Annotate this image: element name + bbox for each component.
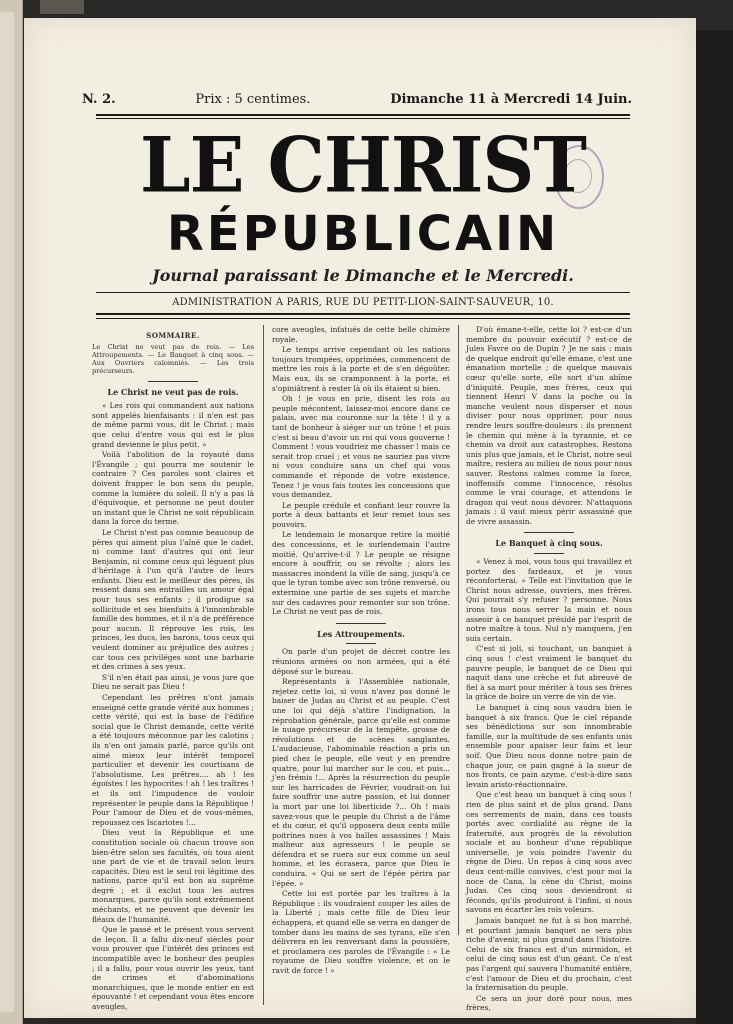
paragraph: Le banquet à cinq sous vaudra bien le banquet à six francs. Que le ciel répande ses bénédictions sur son innombrable famille, sur la multitude de ses enfants unis ensemble pour apaiser leur faim et leur soif. Que Dieu nous donne notre pain de chaque jour, ce pain gagné à la sueur de nos fronts, ce pain azyme, c'est-à-dire sans levain aristo-réactionnaire. [466,702,632,789]
title-rule [346,643,376,644]
paragraph: Le lendemain le monarque retire la moitié des concessions, et le surlendemain l'autre moitié. Qu'arrive-t-il ? Le peuple se résigne encore à souffrir, ou se révolte ; alors les massacres inondent la ville de sang, jusqu'à ce que le tyran tombe avec son trône renversé, ou extermine une partie de ses sujets et marche sur des cadavres pour remonter sur son trône. Le Christ ne veut pas de rois. [272,530,450,617]
paragraph: Jamais banquet ne fut à si bon marché, et pourtant jamais banquet ne sera plus riche d'avenir, ni plus grand dans l'histoire. Celui de six francs est d'un mirmidon, et celui de cinq sous est d'un géant. Ce n'est pas l'argent qui sauvera l'humanité entière, c'est l'amour de Dieu et du prochain, c'est la fraternisation du peuple. [466,916,632,993]
issue-number: N. 2. [82,92,116,107]
paragraph: « Venez à moi, vous tous qui travaillez et portez des fardeaux, et je vous réconforterai. » Telle est l'invitation que le Christ nous adresse, ouvriers, mes frères. Qui pourrait s'y refuser ? personne. Nous irons tous nous serrer la main et nous asseoir à ce banquet présidé par l'esprit de notre maître à tous. Nul n'y manquera, j'en suis certain. [466,557,632,643]
issue-date: Dimanche 11 à Mercredi 14 Juin. [390,92,632,107]
summary-title: SOMMAIRE. [146,331,200,340]
paragraph: Le Christ n'est pas comme beaucoup de pères qui aiment plus l'aîné que le cadet, ni comme tant d'autres qui ont leur Benjamin, ni comme ceux qui lèguent plus d'héritage à l'un qu'à l'autre de leurs enfants. Dieu est le meilleur des pères, ils ressent dans ses entrailles un amour égal pour tous ses enfants ; il prodigue sa sollicitude et ses bienfaits à l'innombrable famille des hommes, et il n'a de préférence pour aucun. Il réprouve les rois, les princes, les ducs, les barons, tous ceux qui veulent dominer au préjudice des autres ; car tous ces priviléges sont une barbarie et des crimes à ses yeux. [92,527,254,672]
section-rule [524,532,574,533]
masthead-rule-top [96,114,630,116]
subtitle: Journal paraissant le Dimanche et le Mercredi. [152,266,574,285]
paragraph: « Les rois qui commandent aux nations sont appelés bienfaisants : il n'en est pas de même parmi vous, dit le Christ ; mais que celui d'entre vous qui est le plus grand devienne le plus petit. » [92,401,254,449]
paragraph: On parle d'un projet de décret contre les réunions armées ou non armées, qui a été déposé sur le bureau. [272,647,450,676]
admin-rule-bottom-thin [96,318,630,319]
paragraph: Cette loi est portée par les traîtres à la République : ils voudraient couper les ailes de la Liberté ; mais cette fille de Dieu leur échappera, et quand elle se verra en danger de tomber dans les mains de ses tyrans, elle s'en délivrera en les renversant dans la poussière, et proclamera ces paroles de l'Évangile : « Le royaume de Dieu souffre violence, et on le ravit de force ! » [272,889,450,975]
title-rule [534,553,564,554]
article-title-christ: Le Christ ne veut pas de rois. [107,386,239,397]
page-edge [0,12,14,1012]
paragraph: Représentants à l'Assemblée nationale, rejetez cette loi, si vous n'avez pas donné le baiser de Judas au Christ et au peuple. C'est une loi qui déjà s'attire l'indignation, la réprobation générale, parce qu'elle est comme le nuage précurseur de la tempête, grosse de révolutions et de scènes sanglantes. L'audacieuse, l'abominable réaction a pris un pied chez le peuple, elle veut y en prendre quatre, pour lui marcher sur le cou, et puis... j'en frémis !... Après la résurrection du peuple sur les barricades de Février, voudrait-on lui faire souffrir une autre passion, et lui donner la mort par une loi liberticide ?... Oh ! mais savez-vous que le peuple du Christ a de l'âme et du cœur, et qu'il opposera deux cents mille poitrines nues à vos balles assassines ! Mais malheur aux agresseurs ! le peuple se défendra et se ruera sur eux comme un seul homme, et les écrasera, parce que Dieu le conduira. « Qui se sert de l'épée périra par l'épée. » [272,677,450,888]
paragraph: core aveugles, infatués de cette belle chimère royale. [272,325,450,344]
title-line-2: RÉPUBLICAIN [166,206,560,262]
admin-rule-top [96,292,630,293]
article-title-attroupements: Les Attroupements. [317,628,405,639]
paragraph: Cependant les prêtres n'ont jamais enseigné cette grande vérité aux hommes ; cette vérité, qui est la base de l'édifice social que le Christ demande, cette vérité a été toujours méconnue par les calotins ; ils n'en ont jamais parlé, parce qu'ils ont aimé mieux leur intérêt temporel particulier et devenir les courtisans de l'absolutisme. Les prêtres.... ah ! les égoïstes ! les hypocrites ! ah ! les traîtres ! et ils ont l'impudence de vouloir représenter le peuple dans la République ! Pour l'amour de Dieu et de vous-mêmes, repoussez ces Iscariotes !... [92,693,254,827]
paragraph: Le peuple crédule et confiant leur rouvre la porte à deux battants et leur remet tous ses pouvoirs. [272,500,450,529]
administration-address: ADMINISTRATION A PARIS, RUE DU PETIT-LION-SAINT-SAUVEUR, 10. [172,297,554,308]
paragraph: Voilà l'abolition de la royauté dans l'Évangile ; qui pourra me soutenir le contraire ? Ces paroles sont claires et doivent frapper le bon sens du peuple, comme la lumière du soleil. Il n'y a pas là d'équivoque, et personne ne peut douter un instant que le Christ ne soit républicain dans la force du terme. [92,450,254,527]
column-3 [466,325,632,1013]
paragraph: Le temps arrive cependant où les nations toujours trompées, opprimées, commencent de mettre les rois à la porte et de s'en dégoûter. Mais eux, ils se cramponnent à la porte, et s'opiniâtrent à rester là où ils étaient si bien. [272,345,450,393]
paragraph: D'où émane-t-elle, cette loi ? est-ce d'un membre du pouvoir exécutif ? est-ce de Jules Favre ou de Dupin ? Je ne sais : mais de quelque endroit qu'elle émane, c'est une émanation mortelle ; de quelque mauvais cœur qu'elle sorte, elle sort d'un abîme d'iniquité. Peuple, mes frères, ceux qui tiennent Henri V dans la poche ou la manche veulent nous disperser et nous diviser pour nous opprimer, pour nous rendre leurs souffre-douleurs : ils prennent le chemin qui mène à la tyrannie, et ce chemin va droit aux catastrophes. Restons unis plus que jamais, et le Christ, notre seul maître, restera au milieu de nous pour nous sauver. Restons calmes comme la force, inoffensifs comme l'innocence, résolus comme le vrai courage, et attendons le dragon qui veut nous dévorer. N'attaquons jamais : il vaut mieux périr assassiné que de vivre assassin. [466,325,632,526]
binding-tab [40,0,84,14]
column-divider-1 [263,325,264,1005]
summary-rule [148,381,198,382]
article-title-banquet: Le Banquet à cinq sous. [495,538,603,549]
column-2 [272,325,450,975]
title-line-1: LE CHRIST [140,119,586,210]
price: Prix : 5 centimes. [195,92,311,107]
section-rule [336,623,386,624]
paragraph: Oh ! je vous en prie, disent les rois au peuple mécontent, laissez-moi encore dans ce palais, avec ma couronne sur la tête ! il y a tant de bonheur à siéger sur un trône ! et puis c'est si beau d'avoir un roi qui vous gouverne ! Comment ! vous voudriez me chasser ! mais ce serait trop cruel ; et vous ne sauriez pas vivre ni vous conduire sans un chef qui vous commande et réponde de votre existence. Tenez ! je vous fais toutes les concessions que vous demandez. [272,394,450,500]
paragraph: Que le passé et le présent vous servent de leçon. Il a fallu dix-neuf siècles pour vous prouver que l'intérêt des princes est incompatible avec le bonheur des peuples ; il a fallu, pour vous ouvrir les yeux, tant de crimes et d'abominations monarchiques, que le monde entier en est épouvanté ! et cependant vous êtes encore aveugles, [92,925,254,1011]
paragraph: C'est si joli, si touchant, un banquet à cinq sous ! c'est vraiment le banquet du pauvre peuple, le banquet de ce Dieu qui naquit dans une crèche et fut abreuvé de fiel à sa mort pour mériter à tous ses frères la grâce de boire un verre de vin de vie. [466,644,632,702]
paragraph: Dieu veut la République et une constitution sociale où chacun trouve son bien-être selon ses facultés, où tous aient une part de vie et de travail selon leurs capacités. Dieu est le seul roi légitime des nations, parce qu'il est bon au suprême degré ; et il exclut tous les autres monarques, parce qu'ils sont extrêmement méchants, et ne peuvent que devenir les fléaux de l'humanité. [92,828,254,924]
masthead-topline [82,92,632,107]
masthead-rule-top-thin [96,118,630,119]
summary-text: Le Christ ne veut pas de rois. — Les Attroupements. — Le Banquet à cinq sous. — Aux Ouvriers calomniés. — Les trois précurseurs. [92,342,254,375]
paragraph: Ce sera un jour doré pour nous, mes frères, [466,993,632,1013]
column-1 [92,325,254,1011]
paragraph: S'il n'en était pas ainsi, je vous jure que Dieu ne serait pas Dieu ! [92,672,254,692]
column-divider-2 [458,325,459,935]
scan-background [696,30,733,1024]
paragraph: Que c'est beau un banquet à cinq sous ! rien de plus saint et de plus grand. Dans ces serrements de main, dans ces toasts portés avec cordialité au règne de la fraternité, aux progrès de la révolution sociale et au bonheur d'une république universelle, je vois poindre l'avenir du règne de Dieu. Un repas à cinq sous avec deux cent-mille convives, c'est pour moi la noce de Cana, la cène du Christ, moins Judas. Ces cinq sous deviendront si féconds, qu'ils produiront à l'infini, si nous savons en écarter les rois voleurs. [466,790,632,915]
admin-rule-bottom [96,313,630,315]
